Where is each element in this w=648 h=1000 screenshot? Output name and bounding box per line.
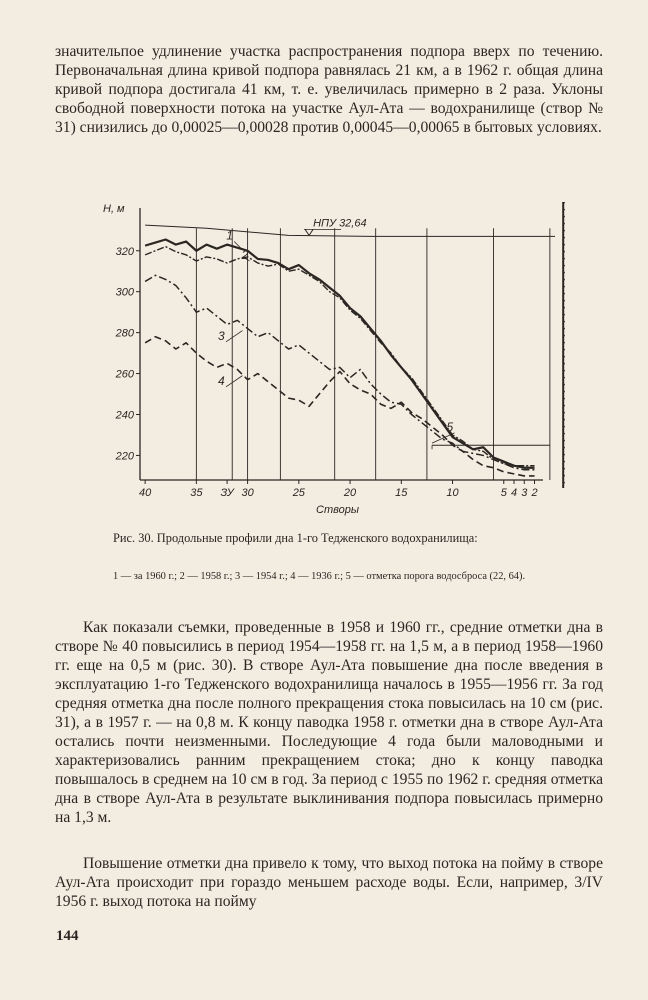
y-tick-label: 280 (115, 327, 134, 340)
figure-caption-legend: 1 — за 1960 г.; 2 — 1958 г.; 3 — 1954 г.; 4 — 1936 г.; 5 — отметка порога водосброса (22, 64). (113, 571, 526, 582)
x-tick-label: 2 (531, 487, 538, 499)
x-tick-label: 40 (138, 487, 152, 499)
npu-annotation: НПУ 32,64 (313, 217, 367, 230)
x-tick-label: ЗУ (220, 487, 234, 499)
series-label-4: 4 (218, 373, 225, 388)
y-tick-label: 220 (115, 450, 134, 463)
y-axis-label: H, м (103, 203, 125, 215)
y-tick-label: 240 (115, 409, 134, 422)
x-tick-label: 15 (395, 487, 408, 499)
x-tick-label: 3 (521, 487, 528, 499)
series-line-4 (145, 337, 534, 476)
figure-caption-title: Рис. 30. Продольные профили дна 1-го Тедженского водохранилища: (113, 531, 478, 545)
x-axis-label: Створы (316, 504, 359, 516)
npu-marker-left (305, 229, 309, 235)
series-label-3: 3 (218, 328, 225, 343)
series-label-1: 1 (226, 228, 233, 243)
series-line-2 (145, 247, 534, 466)
series-label-5: 5 (446, 419, 454, 434)
series-line-1 (145, 239, 534, 467)
x-tick-label: 20 (343, 487, 357, 499)
x-tick-label: 4 (510, 487, 518, 499)
series-label-leader (226, 331, 242, 342)
series-label-2: 2 (241, 247, 249, 262)
page-number: 144 (56, 928, 79, 944)
paragraph-3: Повышение отметки дна привело к тому, что выход потока на пойму в створе Аул-Ата происходит при гораздо меньшем расходе воды. Если, например, 3/IV 1956 г. выход потока на пойму (55, 855, 603, 910)
x-tick-label: 30 (241, 487, 254, 499)
y-tick-label: 260 (115, 368, 134, 381)
paragraph-2: Как показали съемки, проведенные в 1958 и 1960 гг., средние отметки дна в створе № 40 повысились в период 1954—1958 гг. на 1,5 м, а в период 1958—1960 гг. еще на 0,5 м (рис. 30). В створе Аул-Ата повышение дна после введения в эксплуатацию 1-го Тедженского водохранилища началось в 1955—1956 гг. За год средняя отметка дна после полного прекращения стока повысилась на 10 см (рис. 31), а в 1957 г. — на 0,8 м. К концу паводка 1958 г. отметки дна в створе Аул-Ата остались почти неизменными. Последующие 4 года были маловодными и характеризовались ранним прекращением стока; дно к концу паводка повышалось в среднем на 10 см в год. За период с 1955 по 1962 г. средняя отметка дна в створе Аул-Ата в результате выклинивания подпора повысилась примерно на 1,3 м. (55, 619, 603, 826)
y-tick-label: 300 (115, 286, 134, 299)
longitudinal-profile-chart (95, 190, 565, 520)
x-tick-label: 35 (190, 487, 203, 499)
paragraph-1: значительпое удлинение участка распространения подпора вверх по течению. Первоначальная длина кривой подпора равнялась 21 км, а в 1962 г. общая длина кривой подпора достигала 41 км, т. е. увеличилась примерно в 2 раза. Уклоны свободной поверхности потока на участке Аул-Ата — водохранилище (створ № 31) снизились до 0,00025—0,00028 против 0,00045—0,00065 в бытовых условиях. (55, 43, 603, 136)
series-label-leader (226, 376, 242, 387)
npu-marker-right (309, 229, 313, 235)
x-tick-label: 25 (292, 487, 305, 499)
y-tick-label: 320 (115, 245, 134, 258)
dam-hatch (563, 199, 565, 204)
x-tick-label: 10 (446, 487, 459, 499)
x-tick-label: 5 (500, 487, 507, 499)
